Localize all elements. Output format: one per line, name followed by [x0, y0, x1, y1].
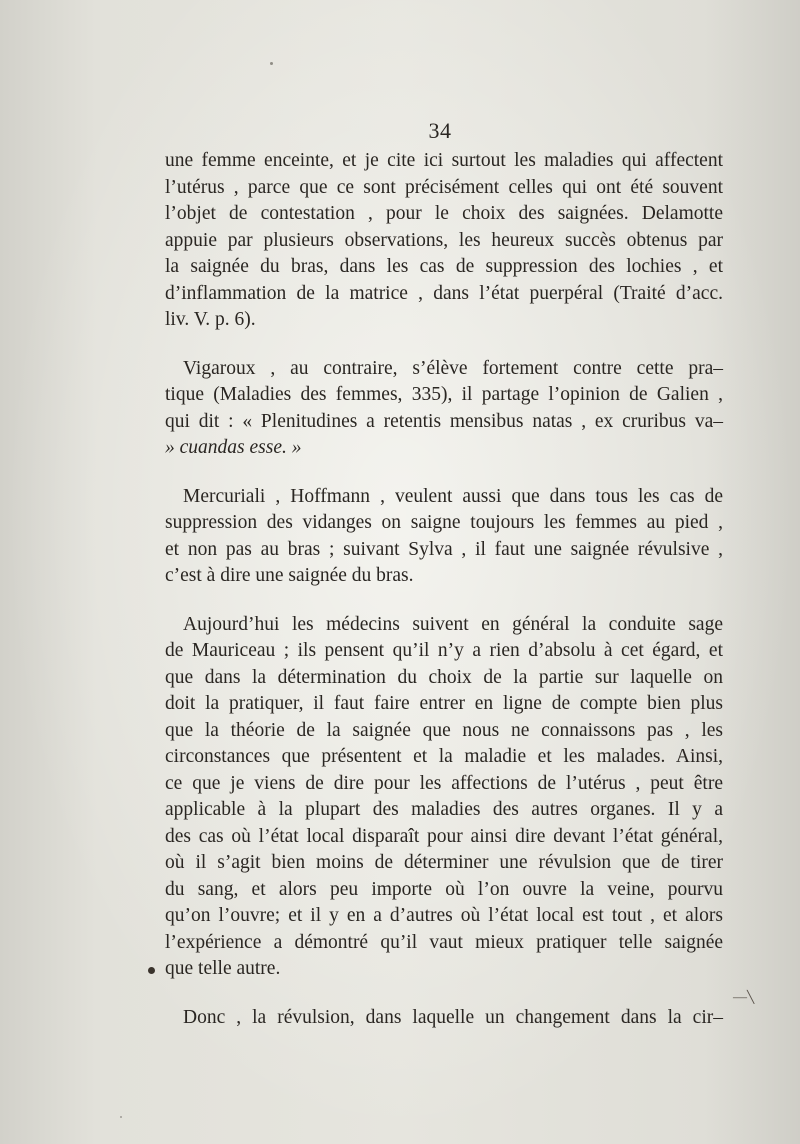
- text-line: du sang, et alors peu importe où l’on ouvre la veine, pourvu: [165, 878, 723, 900]
- text-line: Vigaroux , au contraire, s’élève fortement contre cette pra–: [183, 357, 723, 379]
- page-number: 34: [428, 118, 452, 143]
- text-line: tique (Maladies des femmes, 335), il partage l’opinion de Galien ,: [165, 384, 723, 405]
- text-line: qu’on l’ouvre; et il y en a d’autres où l’état local est tout , et alors: [165, 905, 723, 926]
- paragraph-3: [165, 484, 723, 590]
- text-line: applicable à la plupart des maladies des autres organes. Il y a: [165, 799, 723, 820]
- text-line: que dans la détermination du choix de la partie sur laquelle on: [165, 666, 723, 688]
- text-line: une femme enceinte, et je cite ici surtout les maladies qui affectent: [165, 150, 723, 171]
- text-line: circonstances que présentent et la maladie et les malades. Ainsi,: [165, 746, 723, 767]
- paragraph-2: [165, 356, 723, 462]
- text-line: Donc , la révulsion, dans laquelle un changement dans la cir–: [183, 1006, 723, 1028]
- text-line: qui dit : « Plenitudines a retentis mensibus natas , ex cruribus va–: [165, 410, 723, 432]
- text-line: c’est à dire une saignée du bras.: [165, 565, 414, 586]
- paragraph-4: [165, 612, 723, 983]
- pencil-mark: ―╲: [733, 990, 755, 1005]
- text-line: l’objet de contestation , pour le choix des saignées. Delamotte: [165, 203, 723, 224]
- text-line: » cuandas esse. »: [165, 437, 302, 458]
- text-line: ce que je viens de dire pour les affections de l’utérus , peut être: [165, 772, 723, 794]
- text-line: appuie par plusieurs observations, les heureux succès obtenus par: [165, 229, 723, 251]
- text-line: et non pas au bras ; suivant Sylva , il faut une saignée révulsive ,: [165, 538, 723, 560]
- text-line: que telle autre.: [165, 958, 281, 979]
- text-line: de Mauriceau ; ils pensent qu’il n’y a rien d’absolu à cet égard, et: [165, 640, 723, 661]
- ink-speck: [148, 967, 155, 974]
- text-line: des cas où l’état local disparaît pour ainsi dire devant l’état général,: [165, 825, 723, 847]
- text-line: suppression des vidanges on saigne toujours les femmes au pied ,: [165, 512, 723, 533]
- ink-speck: [120, 1116, 122, 1118]
- text-line: que la théorie de la saignée que nous ne connaissons pas , les: [165, 719, 723, 741]
- text-line: où il s’agit bien moins de déterminer une révulsion que de tirer: [165, 852, 723, 873]
- text-line: l’utérus , parce que ce sont précisément celles qui ont été souvent: [165, 176, 723, 198]
- text-line: d’inflammation de la matrice , dans l’état puerpéral (Traité d’acc.: [165, 282, 723, 304]
- text-line: doit la pratiquer, il faut faire entrer en ligne de compte bien plus: [165, 693, 723, 714]
- text-line: Mercuriali , Hoffmann , veulent aussi que dans tous les cas de: [183, 485, 723, 507]
- text-line: la saignée du bras, dans les cas de suppression des lochies , et: [165, 256, 723, 277]
- text-line: Aujourd’hui les médecins suivent en général la conduite sage: [183, 613, 723, 635]
- paragraph-1: [165, 148, 723, 334]
- text-line: l’expérience a démontré qu’il vaut mieux pratiquer telle saignée: [165, 931, 723, 953]
- body-text: [165, 148, 723, 1053]
- ink-speck: [270, 62, 273, 65]
- paragraph-5: [165, 1005, 723, 1032]
- text-line: liv. V. p. 6).: [165, 309, 256, 330]
